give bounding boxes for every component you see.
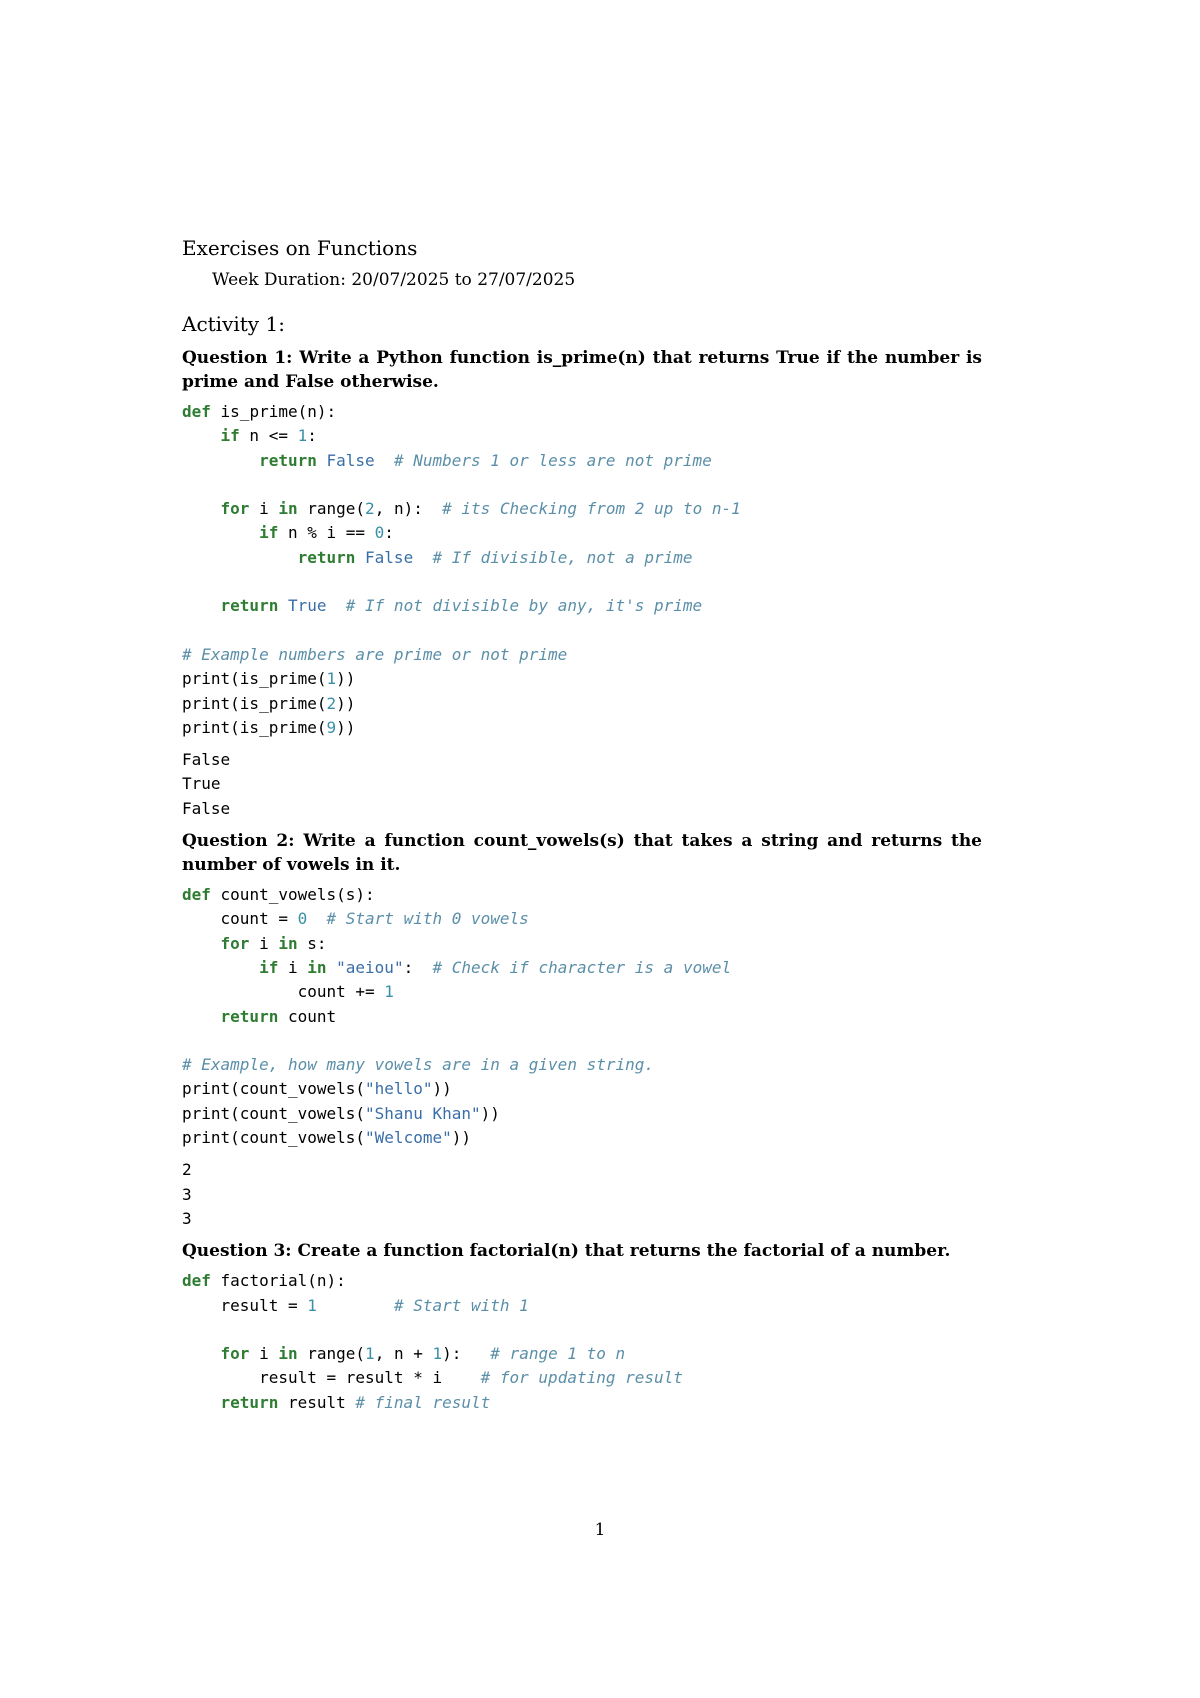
code-line: def is_prime(n):: [182, 402, 337, 421]
code-line: print(count_vowels("Welcome")): [182, 1128, 471, 1148]
code-line: print(is_prime(9)): [182, 717, 356, 737]
activity-heading: Activity 1:: [182, 312, 285, 336]
code-line: result = result * i # for updating result: [182, 1368, 683, 1388]
code-line: return True # If not divisible by any, it's prime: [220, 596, 703, 616]
question-2: Question 2: Write a function count_vowels(s) that takes a string and returns the number of vowels in it.: [182, 831, 982, 876]
questions-list: [182, 346, 982, 1415]
page-number: 1: [594, 1520, 606, 1540]
code-line: result = 1 # Start with 1: [182, 1295, 529, 1315]
code-line: # Example numbers are prime or not prime: [182, 644, 568, 664]
code-line: [182, 473, 982, 497]
code-line: print(count_vowels("Shanu Khan")): [182, 1103, 500, 1123]
output-line: True: [182, 774, 221, 794]
output-line: False: [182, 750, 231, 770]
code-block: [182, 400, 982, 740]
code-line: return False # If divisible, not a prime: [297, 547, 693, 567]
output-line: 3: [182, 1184, 192, 1204]
code-line: print(count_vowels("hello")): [182, 1079, 452, 1099]
code-line: def count_vowels(s):: [182, 885, 375, 905]
output-line: 2: [182, 1160, 192, 1180]
code-line: for i in range(1, n + 1): # range 1 to n: [220, 1344, 626, 1364]
page-content: [182, 236, 982, 1423]
output-block: [182, 748, 982, 821]
week-duration: Week Duration: 20/07/2025 to 27/07/2025: [212, 270, 576, 290]
code-line: return count: [220, 1006, 337, 1026]
code-line: count = 0 # Start with 0 vowels: [182, 909, 529, 929]
code-line: count += 1: [182, 982, 394, 1002]
code-line: for i in s:: [220, 933, 327, 953]
output-line: False: [182, 798, 231, 818]
document-title: Exercises on Functions: [182, 236, 418, 260]
output-block: [182, 1158, 982, 1231]
code-line: if n % i == 0:: [259, 523, 394, 543]
question-3: Question 3: Create a function factorial(n) that returns the factorial of a number.: [182, 1241, 951, 1262]
question-1: Question 1: Write a Python function is_prime(n) that returns True if the number is prime and False otherwise.: [182, 348, 982, 392]
output-line: 3: [182, 1208, 192, 1228]
code-line: [182, 1318, 982, 1342]
code-block: [182, 1269, 982, 1415]
code-line: for i in range(2, n): # its Checking from 2 up to n-1: [220, 499, 741, 519]
code-line: [182, 570, 982, 594]
code-line: return False # Numbers 1 or less are not prime: [259, 450, 712, 470]
code-line: if n <= 1:: [220, 426, 317, 446]
code-line: def factorial(n):: [182, 1271, 346, 1291]
code-line: print(is_prime(1)): [182, 669, 356, 689]
code-line: [182, 1029, 982, 1053]
code-line: return result # final result: [220, 1392, 491, 1412]
code-line: if i in "aeiou": # Check if character is a vowel: [259, 957, 732, 977]
code-line: [182, 619, 982, 643]
code-block: [182, 883, 982, 1150]
code-line: print(is_prime(2)): [182, 693, 356, 713]
code-line: # Example, how many vowels are in a given string.: [182, 1055, 655, 1075]
